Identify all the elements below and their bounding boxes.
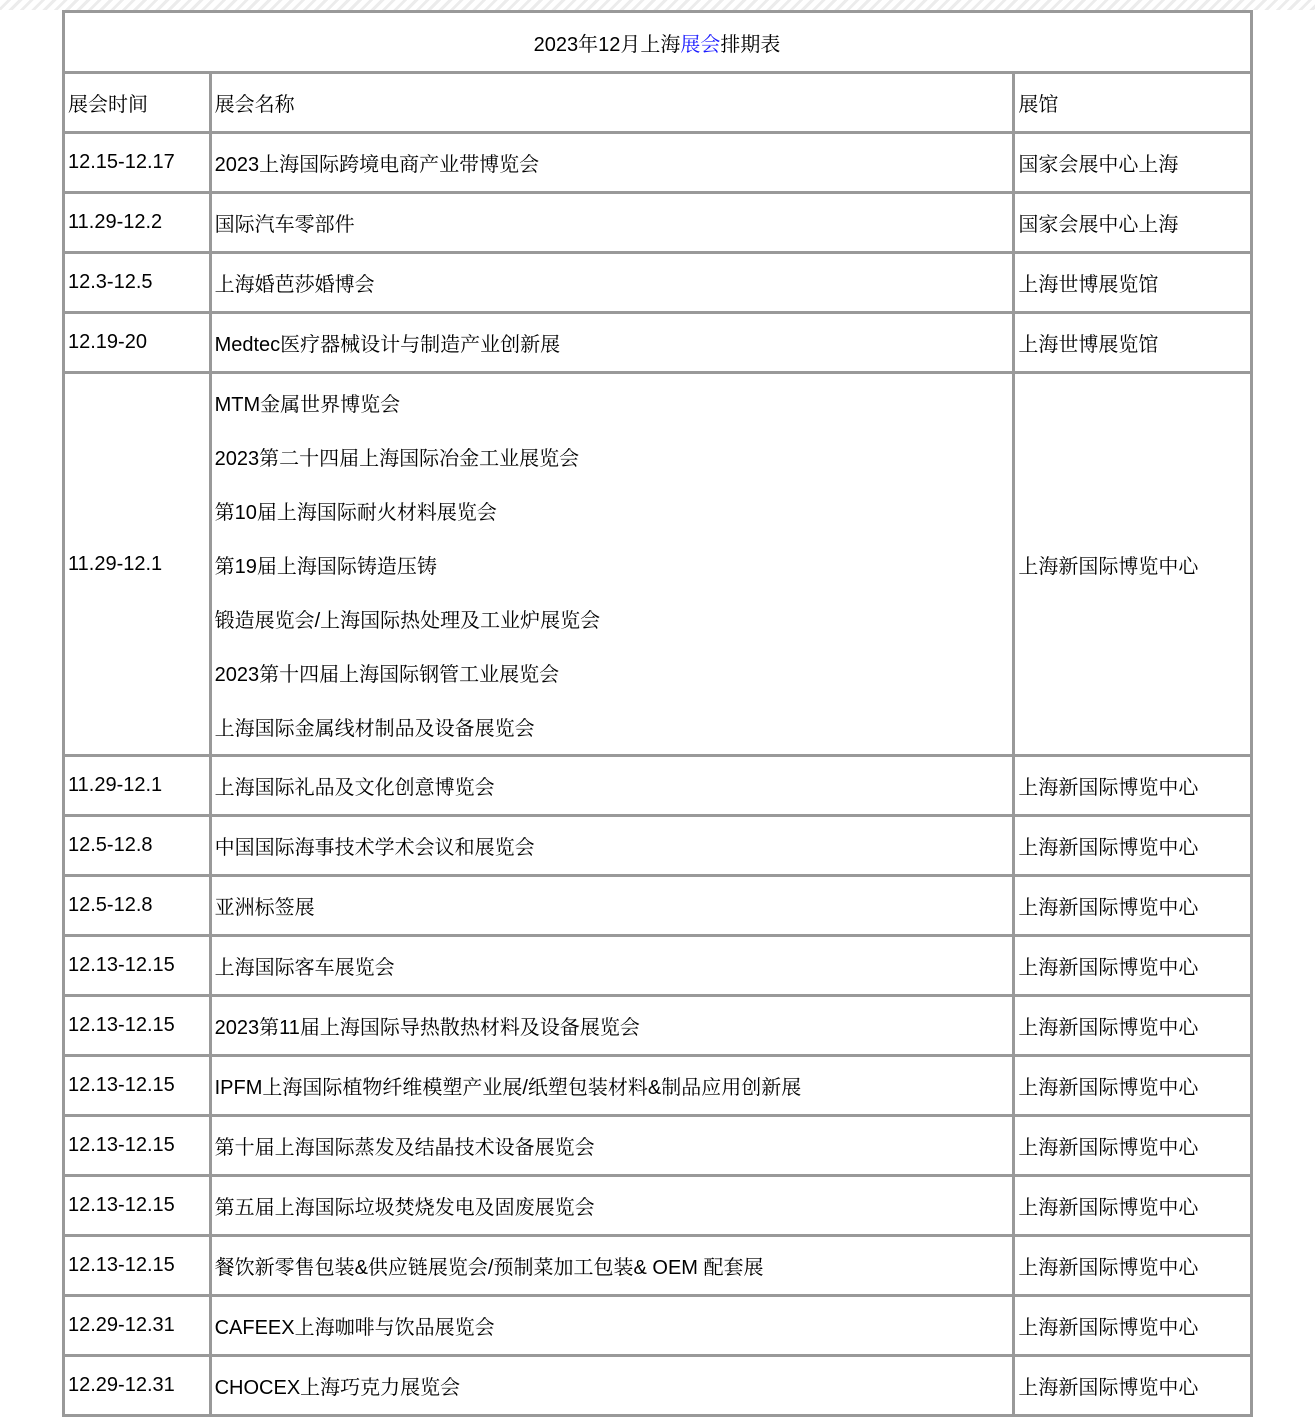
exhibition-time-cell: 12.29-12.31 <box>64 1296 211 1356</box>
exhibition-name-cell <box>210 1296 1014 1356</box>
exhibition-name: 锻造展览会/上海国际热处理及工业炉展览会 <box>214 609 601 632</box>
venue-cell: 上海新国际博览中心 <box>1014 1116 1252 1176</box>
exhibition-name-cell <box>210 756 1014 816</box>
table-title-row <box>64 12 1252 73</box>
exhibition-name-cell <box>210 1056 1014 1116</box>
exhibition-time-cell: 12.13-12.15 <box>64 1116 211 1176</box>
venue-cell: 上海新国际博览中心 <box>1014 936 1252 996</box>
venue-cell: 上海新国际博览中心 <box>1014 1296 1252 1356</box>
exhibitions-link[interactable]: 展会 <box>680 33 721 56</box>
venue-cell: 上海新国际博览中心 <box>1014 373 1252 756</box>
exhibition-name: IPFM上海国际植物纤维模塑产业展/纸塑包装材料&制品应用创新展 <box>214 1077 802 1099</box>
venue-cell: 上海新国际博览中心 <box>1014 876 1252 936</box>
exhibition-time-cell: 12.13-12.15 <box>64 1236 211 1296</box>
exhibition-name-cell <box>210 193 1014 253</box>
exhibition-name: 亚洲标签展 <box>214 897 315 919</box>
exhibition-time-cell: 12.13-12.15 <box>64 1056 211 1116</box>
table-row <box>64 133 1252 193</box>
exhibition-name: 中国国际海事技术学术会议和展览会 <box>214 837 535 859</box>
exhibition-name: CHOCEX上海巧克力展览会 <box>214 1377 461 1399</box>
table-row <box>64 1116 1252 1176</box>
exhibition-name-cell <box>210 373 1014 756</box>
exhibition-name: 上海国际礼品及文化创意博览会 <box>214 777 495 799</box>
exhibition-time-cell: 11.29-12.1 <box>64 756 211 816</box>
exhibition-name-cell <box>210 996 1014 1056</box>
exhibition-name: 第19届上海国际铸造压铸 <box>214 555 437 578</box>
table-row <box>64 876 1252 936</box>
exhibition-time-cell: 12.5-12.8 <box>64 876 211 936</box>
exhibition-name: Medtec医疗器械设计与制造产业创新展 <box>214 334 561 356</box>
exhibition-name-cell <box>210 133 1014 193</box>
exhibition-name: MTM金属世界博览会 <box>214 393 401 416</box>
exhibition-name: 第十届上海国际蒸发及结晶技术设备展览会 <box>214 1137 595 1159</box>
exhibition-name-cell <box>210 253 1014 313</box>
venue-cell: 上海新国际博览中心 <box>1014 816 1252 876</box>
table-row <box>64 313 1252 373</box>
exhibition-name-cell <box>210 876 1014 936</box>
exhibition-time-cell: 12.15-12.17 <box>64 133 211 193</box>
exhibition-schedule-table <box>62 10 1253 1417</box>
exhibition-name-cell <box>210 313 1014 373</box>
venue-cell: 上海世博展览馆 <box>1014 253 1252 313</box>
page-title <box>64 12 1252 73</box>
exhibition-name-cell <box>210 1356 1014 1416</box>
exhibition-name: 第五届上海国际垃圾焚烧发电及固废展览会 <box>214 1197 595 1219</box>
venue-cell: 国家会展中心上海 <box>1014 193 1252 253</box>
title-prefix: 2023年12月上海 <box>533 33 681 56</box>
exhibition-time-cell: 11.29-12.1 <box>64 373 211 756</box>
venue-cell: 上海新国际博览中心 <box>1014 1356 1252 1416</box>
exhibition-name-cell <box>210 1236 1014 1296</box>
venue-cell: 上海新国际博览中心 <box>1014 756 1252 816</box>
exhibition-name: 餐饮新零售包装&供应链展览会/预制菜加工包装& OEM 配套展 <box>214 1257 764 1279</box>
table-row <box>64 373 1252 756</box>
table-row <box>64 1176 1252 1236</box>
exhibition-time-cell: 12.3-12.5 <box>64 253 211 313</box>
exhibition-name: 国际汽车零部件 <box>214 214 355 236</box>
venue-cell: 上海世博展览馆 <box>1014 313 1252 373</box>
exhibition-name: 上海婚芭莎婚博会 <box>214 274 375 296</box>
exhibition-time-cell: 12.13-12.15 <box>64 996 211 1056</box>
exhibition-name-cell <box>210 816 1014 876</box>
venue-cell: 上海新国际博览中心 <box>1014 1236 1252 1296</box>
top-stripe-band <box>0 0 1315 10</box>
table-row <box>64 816 1252 876</box>
exhibition-time-cell: 12.29-12.31 <box>64 1356 211 1416</box>
table-row <box>64 936 1252 996</box>
table-header-row <box>64 73 1252 133</box>
table-row <box>64 1296 1252 1356</box>
venue-cell: 上海新国际博览中心 <box>1014 1176 1252 1236</box>
table-row <box>64 996 1252 1056</box>
venue-cell: 国家会展中心上海 <box>1014 133 1252 193</box>
exhibition-time-cell: 12.13-12.15 <box>64 936 211 996</box>
exhibition-name-cell <box>210 1116 1014 1176</box>
venue-cell: 上海新国际博览中心 <box>1014 996 1252 1056</box>
exhibition-time-cell: 12.5-12.8 <box>64 816 211 876</box>
table-row <box>64 193 1252 253</box>
exhibition-name: 上海国际客车展览会 <box>214 957 395 979</box>
table-row <box>64 253 1252 313</box>
exhibition-name-cell <box>210 936 1014 996</box>
title-suffix: 排期表 <box>720 33 781 56</box>
exhibition-time-cell: 12.19-20 <box>64 313 211 373</box>
exhibition-name: 第10届上海国际耐火材料展览会 <box>214 501 497 524</box>
exhibition-name: 2023第11届上海国际导热散热材料及设备展览会 <box>214 1017 640 1039</box>
table-row <box>64 1356 1252 1416</box>
table-row <box>64 1236 1252 1296</box>
venue-cell: 上海新国际博览中心 <box>1014 1056 1252 1116</box>
exhibition-name-cell <box>210 1176 1014 1236</box>
table-row <box>64 1056 1252 1116</box>
exhibition-name: CAFEEX上海咖啡与饮品展览会 <box>214 1317 495 1339</box>
column-header-venue: 展馆 <box>1014 73 1252 133</box>
exhibition-name: 2023第十四届上海国际钢管工业展览会 <box>214 663 560 686</box>
exhibition-time-cell: 12.13-12.15 <box>64 1176 211 1236</box>
exhibition-time-cell: 11.29-12.2 <box>64 193 211 253</box>
column-header-time: 展会时间 <box>64 73 211 133</box>
column-header-name: 展会名称 <box>210 73 1014 133</box>
exhibition-name: 2023第二十四届上海国际冶金工业展览会 <box>214 447 580 470</box>
table-row <box>64 756 1252 816</box>
exhibition-name: 2023上海国际跨境电商产业带博览会 <box>214 154 540 176</box>
exhibition-name: 上海国际金属线材制品及设备展览会 <box>214 717 535 740</box>
